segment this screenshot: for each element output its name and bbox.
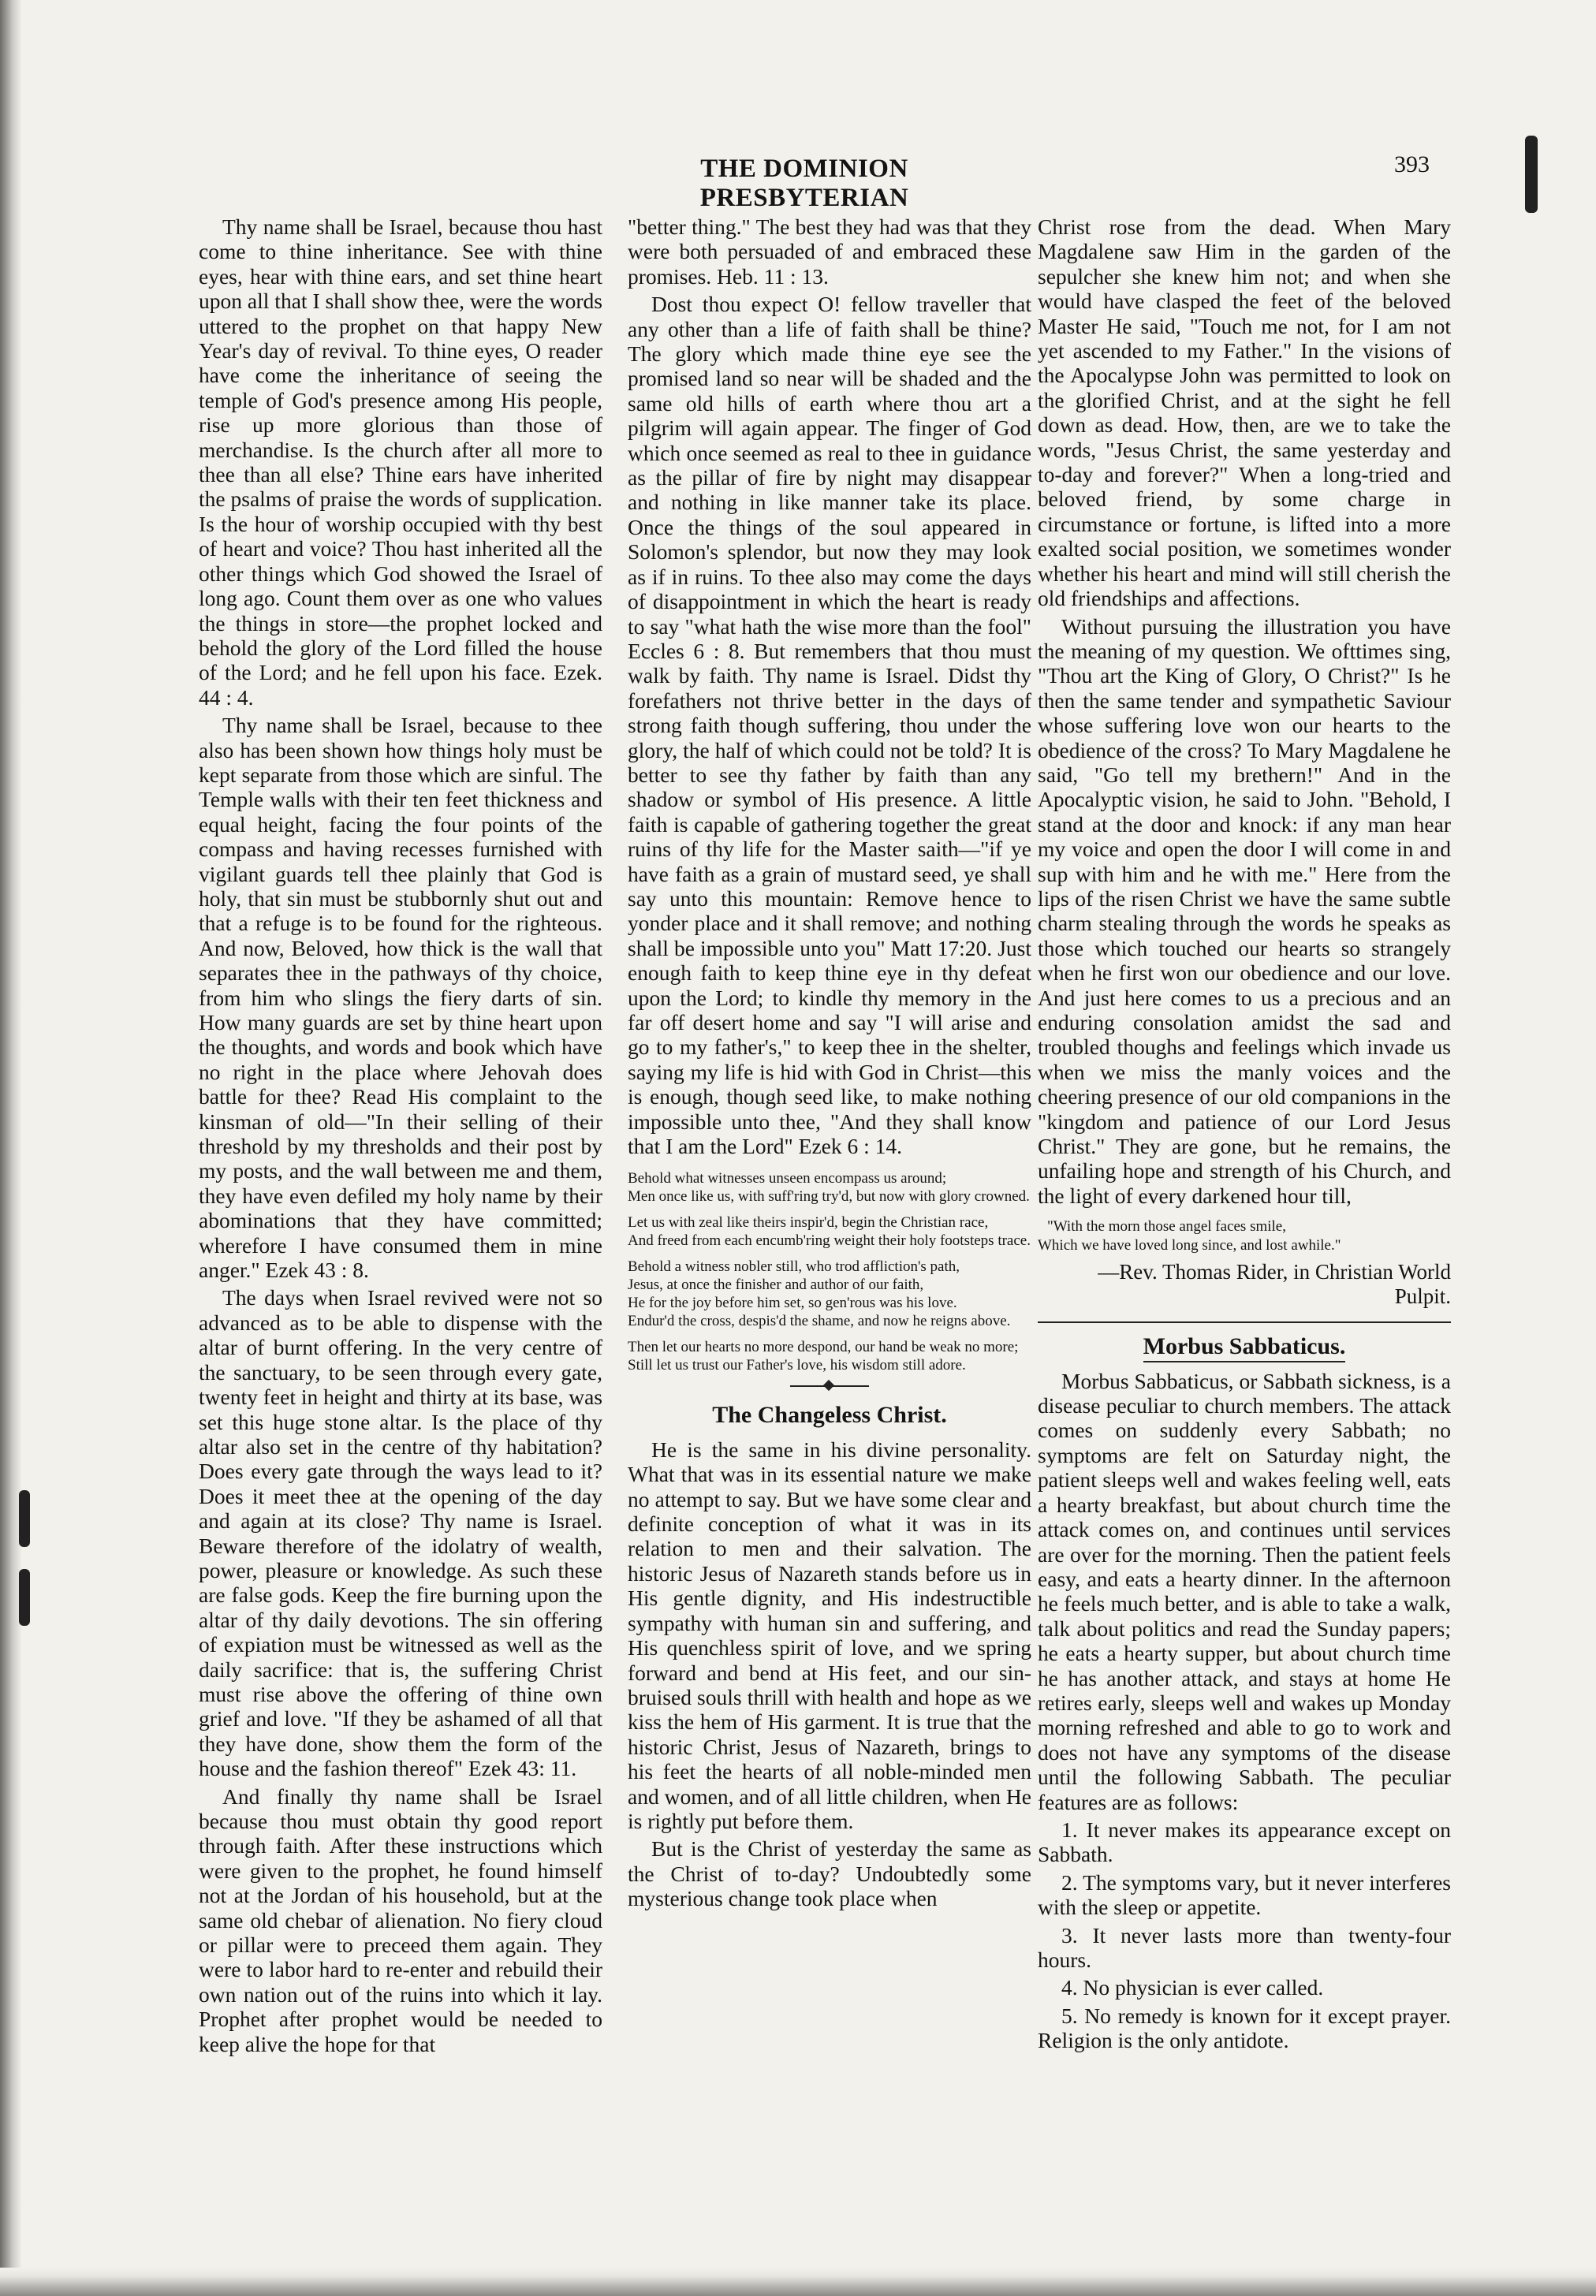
poem-line: Then let our hearts no more despond, our hand be weak no more; <box>628 1339 1019 1356</box>
poem-stanza <box>628 1213 1031 1250</box>
quote-line: "With the morn those angel faces smile, <box>1047 1218 1286 1236</box>
section-title-morbus-sabbaticus <box>1038 1334 1451 1359</box>
poem-stanza <box>628 1338 1031 1374</box>
paragraph: Dost thou expect O! fellow traveller that any other than a life of faith shall be thine? The glory which made thine eye see the promised land so near will be shaded and the same old hills of earth where thou art a pilgrim will again appear. The finger of God which once seemed as real to thee in guidance as the pillar of fire by night may disappear and nothing in like manner take its place. Once the things of the soul appeared in Solomon's splendor, but now they may look as if in ruins. To thee also may come the days of disappointment in which the heart is ready to say "what hath the wise more than the fool" Eccles 6 : 8. But remembers that thou must walk by faith. Thy name is Israel. Didst thy forefathers not thrive better in the days of strong faith though suffering, thou under the glory, the half of which could not be told? It is better to see thy father by faith than any shadow or symbol of His presence. A little faith is capable of gathering together the great ruins of thy life for the Master saith—"if ye have faith as a grain of mustard seed, ye shall say unto this mountain: Remove hence to yonder place and it shall remove; and nothing shall be impossible unto you" Matt 17:20. Just enough faith to keep thine eye in thy defeat upon the Lord; to kindle thy memory in the far off desert home and say "I will arise and go to my father's," to keep thee in the shelter, saying my life is hid with God in Christ—this is enough, though seed like, to make nothing impossible unto thee, "And they shall know that I am the Lord" Ezek 6 : 14. <box>628 292 1031 1159</box>
paragraph: Thy name shall be Israel, because to thee also has been shown how things holy must be kept separate from those which are sinful. The Temple walls with their ten feet thickness and equal height, facing the four points of the compass and having recesses furnished with vigilant guards tell thee plainly that God is holy, that sin must be stubbornly shut out and that a refuge is to be found for the righteous. And now, Beloved, how thick is the wall that separates thee in the pathways of thy choice, from him who slings the fiery darts of sin. How many guards are set by thine heart upon the thoughts, and words and book which have no right in the place where Jehovah does battle for thee? Read His complaint to the kinsman of old—"In their selling of their threshold by my thresholds and their post by my posts, and the wall between me and them, they have even defiled my holy name by their abominations that they have committed; wherefore I have consumed them in mine anger." Ezek 43 : 8. <box>199 713 602 1283</box>
list-item: 4. No physician is ever called. <box>1061 1975 1324 2000</box>
scan-bottom-edge-shadow <box>0 2268 1596 2296</box>
poem-line: Men once like us, with suff'ring try'd, but now with glory crowned. <box>628 1188 1030 1206</box>
paragraph: Morbus Sabbaticus, or Sabbath sickness, is a disease peculiar to church members. The attack comes on suddenly every Sabbath; no symptoms are felt on Saturday night, the patient sleeps well and wakes feeling well, eats a hearty breakfast, but about church time the attack comes on, and continues until services are over for the morning. Then the patient feels easy, and eats a hearty dinner. In the afternoon he feels much better, and is able to take a walk, talk about politics and read the Sunday papers; he eats a hearty supper, but about church time he has another attack, and stays at home He retires early, sleeps well and wakes up Monday morning refreshed and able to go to work and does not have any symptoms of the disease until the following Sabbath. The peculiar features are as follows: <box>1038 1368 1451 1814</box>
paragraph: Christ rose from the dead. When Mary Magdalene saw Him in the garden of the sepulcher she knew him not; and when she would have clasped the feet of the beloved Master He said, "Touch me not, for I am not yet ascended to my Father." In the visions of the Apocalypse John was permitted to look on the glorified Christ, and at the sight he fell down as dead. How, then, are we to take the words, "Jesus Christ, the same yesterday and to-day and forever?" When a long-tried and beloved friend, by some charge in circumstance or fortune, is lifted into a more exalted social position, we sometimes wonder whether his heart and mind will still cherish the old friendships and affections. <box>1038 214 1451 611</box>
list-item: 3. It never lasts more than twenty-four hours. <box>1038 1922 1451 1972</box>
poem-line: Behold what witnesses unseen encompass us around; <box>628 1170 947 1187</box>
scan-mark-left-upper <box>19 1490 30 1547</box>
paragraph: He is the same in his divine personality. What that was in its essential nature we make no attempt to say. But we have some clear and definite conception of what it was in its relation to men and their salvation. The historic Jesus of Nazareth stands before us in His gentle dignity, and His indestructible sympathy with human sin and suffering, and His quenchless spirit of love, and we spring forward and bend at His feet, and our sin-bruised souls thrill with health and hope as we kiss the hem of His garment. It is true that the historic Christ, Jesus of Nazareth, brings to his feet the hearts of all noble-minded men and women, and of all little children, when He is rightly put before them. <box>628 1437 1031 1833</box>
scan-mark-left-lower <box>19 1569 30 1626</box>
paragraph: Without pursuing the illustration you have the meaning of my question. We ofttimes sing, "Thou art the King of Glory, O Christ?" Is he then the same tender and sympathetic Saviour whose suffering love won our hearts to the obedience of the cross? To Mary Magdalene he said, "Go tell my brethern!" And in the Apocalyptic vision, he said to John. "Behold, I stand at the door and knock: if any man hear my voice and open the door I will come in and sup with him and he with me." Here from the lips of the risen Christ we have the same subtle charm stealing through the words he speaks as those which touched our hearts so strangely when he first won our obedience and our love. And just here comes to us a precious and an enduring consolation amidst the sad and troubled thoughs and feelings which invade us when we miss the manly voices and the cheering presence of our old companions in the "kingdom and patience of our Lord Jesus Christ." They are gone, but he remains, the unfailing hope and strength of his Church, and the light of every darkened hour till, <box>1038 613 1451 1208</box>
section-divider <box>790 1385 869 1387</box>
list-item: 1. It never makes its appearance except on Sabbath. <box>1038 1817 1451 1867</box>
poem-line: Let us with zeal like theirs inspir'd, begin the Christian race, <box>628 1214 989 1232</box>
poem-stanza <box>628 1258 1031 1330</box>
scan-mark-top-right <box>1525 136 1538 213</box>
quoted-verse <box>1038 1217 1451 1255</box>
column-left <box>199 214 602 2056</box>
article-attribution: —Rev. Thomas Rider, in Christian World Pulpit. <box>1098 1260 1451 1309</box>
column-middle <box>628 214 1031 1911</box>
scan-left-edge-shadow <box>0 0 22 2296</box>
paragraph: Thy name shall be Israel, because thou hast come to thine inheritance. See with thine eyes, hear with thine ears, and set thine heart upon all that I shall show thee, were the words uttered to the prophet on that happy New Year's day of revival. To thine eyes, O reader have come the inheritance of seeing the temple of God's presence among His people, rise up more glorious than those of merchandise. Is the church after all more to thee than all else? Thine ears have inherited the psalms of praise the words of supplication. Is the hour of worship occupied with thy best of heart and voice? Thou hast inherited all the other things which God showed the Israel of long ago. Count them over as one who values the things in store—the prophet locked and behold the glory of the Lord filled the house of the Lord; and he fell upon his face. Ezek. 44 : 4. <box>199 214 602 710</box>
paragraph: And finally thy name shall be Israel because thou must obtain thy good report through faith. After these instructions which were given to the prophet, he found himself not at the Jordan of his household, but at the same old chebar of alienation. No fiery cloud or pillar were to preceed them again. They were to labor hard to re-enter and rebuild their own nation out of the ruins into which it lay. Prophet after prophet would be needed to keep alive the hope for that <box>199 1784 602 2056</box>
page-header-title: THE DOMINION PRESBYTERIAN <box>699 155 909 212</box>
list-item: 2. The symptoms vary, but it never interferes with the sleep or appetite. <box>1038 1869 1451 1920</box>
poem-line: He for the joy before him set, so gen'rous was his love. <box>628 1295 957 1312</box>
quote-line: Which we have loved long since, and lost awhile." <box>1038 1237 1341 1254</box>
section-rule <box>1038 1321 1451 1323</box>
section-title-changeless-christ: The Changeless Christ. <box>712 1402 947 1429</box>
poem-stanza <box>628 1169 1031 1206</box>
poem-line: Endur'd the cross, despis'd the shame, and now he reigns above. <box>628 1313 1011 1330</box>
poem-line: Behold a witness nobler still, who trod affliction's path, <box>628 1258 960 1276</box>
paragraph: "better thing." The best they had was that they were both persuaded of and embraced these promises. Heb. 11 : 13. <box>628 214 1031 289</box>
poem-line: And freed from each encumb'ring weight their holy footsteps trace. <box>628 1232 1031 1250</box>
poem-line: Jesus, at once the finisher and author of our faith, <box>628 1277 924 1294</box>
list-item: 5. No remedy is known for it except prayer. Religion is the only antidote. <box>1038 2003 1451 2053</box>
column-right <box>1038 214 1451 2053</box>
paragraph: But is the Christ of yesterday the same as the Christ of to-day? Undoubtedly some mysterious change took place when <box>628 1836 1031 1911</box>
poem-line: Still let us trust our Father's love, his wisdom still adore. <box>628 1357 966 1374</box>
page-number: 393 <box>1394 151 1430 177</box>
paragraph: The days when Israel revived were not so advanced as to be able to dispense with the altar of burnt offering. In the very centre of the sanctuary, to be seen through every gate, twenty feet in height and thirty at its base, was set this huge stone altar. Is the place of thy altar also set in the centre of thy habitation? Does every gate through the ways lead to it? Does it meet thee at the opening of the day and again at its close? Thy name is Israel. Beware therefore of the idolatry of wealth, power, pleasure or knowledge. As such these are false gods. Keep the fire burning upon the altar of thy daily devotions. The sin offering of expiation must be witnessed as well as the daily sacrifice: that is, the suffering Christ must rise above the offering of thine own grief and love. "If they be ashamed of all that they have done, show them the form of the house and the fashion thereof" Ezek 43: 11. <box>199 1285 602 1781</box>
section-title-text: Morbus Sabbaticus. <box>1143 1333 1346 1362</box>
hymn-poem <box>628 1169 1031 1374</box>
